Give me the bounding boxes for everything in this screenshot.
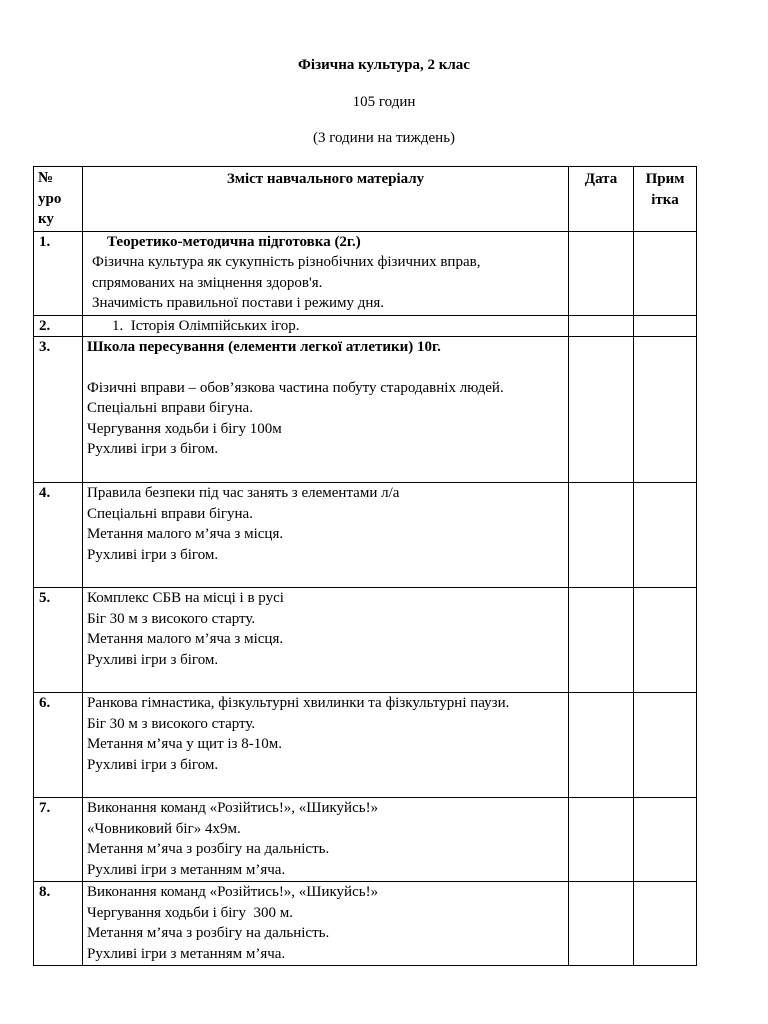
table-row xyxy=(34,337,697,483)
lesson-number: 7. xyxy=(34,798,83,882)
lesson-number: 2. xyxy=(34,315,83,337)
content-line: Рухливі ігри з метанням м’яча. xyxy=(87,861,286,878)
content-line: Чергування ходьби і бігу 100м xyxy=(87,420,282,437)
section-heading: Теоретико-методична підготовка (2г.) xyxy=(107,233,361,250)
lesson-date-cell[interactable] xyxy=(569,798,634,882)
content-line: Рухливі ігри з бігом. xyxy=(87,756,219,773)
section-heading: Школа пересування (елементи легкої атлетики) 10г. xyxy=(87,339,441,355)
lesson-content xyxy=(83,882,569,966)
table-row xyxy=(34,798,697,882)
content-line: Виконання команд «Розійтись!», «Шикуйсь!» xyxy=(87,800,379,816)
lesson-number: 4. xyxy=(34,483,83,588)
table-row xyxy=(34,588,697,693)
lesson-note-cell[interactable] xyxy=(634,693,697,798)
lesson-date-cell[interactable] xyxy=(569,588,634,693)
lesson-number: 6. xyxy=(34,693,83,798)
content-line xyxy=(87,316,564,337)
content-text: Історія Олімпійських ігор. xyxy=(130,317,300,334)
lesson-number: 3. xyxy=(34,337,83,483)
content-line: Спеціальні вправи бігуна. xyxy=(87,505,253,522)
lesson-note-cell[interactable] xyxy=(634,231,697,315)
lesson-date-cell[interactable] xyxy=(569,337,634,483)
lesson-note-cell[interactable] xyxy=(634,588,697,693)
content-line: Метання м’яча з розбігу на дальність. xyxy=(87,841,330,857)
column-header-lesson-number-line: № xyxy=(38,170,54,186)
table-row xyxy=(34,231,697,315)
column-header-lesson-number-line: уро xyxy=(38,190,62,207)
lesson-content xyxy=(83,588,569,693)
lesson-content xyxy=(83,231,569,315)
column-header-note-line: ітка xyxy=(651,191,679,208)
lesson-date-cell[interactable] xyxy=(569,231,634,315)
lesson-number: 8. xyxy=(34,882,83,966)
column-header-lesson-number xyxy=(34,167,83,232)
content-line: Виконання команд «Розійтись!», «Шикуйсь!» xyxy=(87,884,379,900)
column-header-note xyxy=(634,167,697,232)
content-line: Чергування ходьби і бігу 300 м. xyxy=(87,904,294,921)
lesson-date-cell[interactable] xyxy=(569,693,634,798)
content-line: Метання малого м’яча з місця. xyxy=(87,526,284,542)
lesson-number: 1. xyxy=(34,231,83,315)
content-line: Ранкова гімнастика, фізкультурні хвилинки та фізкультурні паузи. xyxy=(87,695,510,711)
content-line: Метання м’яча у щит із 8-10м. xyxy=(87,736,282,752)
content-line: Біг 30 м з високого старту. xyxy=(87,715,256,732)
lesson-content xyxy=(83,798,569,882)
content-line: Рухливі ігри з бігом. xyxy=(87,546,219,563)
column-header-date: Дата xyxy=(569,167,634,232)
lesson-content xyxy=(83,483,569,588)
lesson-date-cell[interactable] xyxy=(569,315,634,337)
spacer xyxy=(87,358,564,378)
lesson-date-cell[interactable] xyxy=(569,882,634,966)
table-row xyxy=(34,882,697,966)
hours-total: 105 годин xyxy=(352,94,416,110)
content-line: Метання м’яча з розбігу на дальність. xyxy=(87,925,330,941)
hours-per-week: (3 години на тиждень) xyxy=(312,130,456,146)
content-line: Рухливі ігри з метанням м’яча. xyxy=(87,945,286,962)
page-title: Фізична культура, 2 клас xyxy=(298,57,470,73)
lesson-content xyxy=(83,315,569,337)
content-line: Метання малого м’яча з місця. xyxy=(87,631,284,647)
lesson-number: 5. xyxy=(34,588,83,693)
table-row xyxy=(34,315,697,337)
content-line: Спеціальні вправи бігуна. xyxy=(87,400,253,416)
table-row xyxy=(34,693,697,798)
content-line: Правила безпеки під час занять з елементами л/а xyxy=(87,485,400,501)
content-line: Фізична культура як сукупність різнобічних фізичних вправ, спрямованих на зміцнення здоров'я. xyxy=(92,254,481,291)
content-line: Рухливі ігри з бігом. xyxy=(87,651,219,668)
content-line: Рухливі ігри з бігом. xyxy=(87,441,219,457)
content-line: Значимість правильної постави і режиму дня. xyxy=(92,295,385,311)
column-header-content: Зміст навчального матеріалу xyxy=(83,167,569,232)
lesson-note-cell[interactable] xyxy=(634,337,697,483)
lesson-date-cell[interactable] xyxy=(569,483,634,588)
content-line: Фізичні вправи – обов’язкова частина побуту стародавніх людей. xyxy=(87,379,504,396)
content-line: «Човниковий біг» 4х9м. xyxy=(87,820,241,837)
lesson-note-cell[interactable] xyxy=(634,315,697,337)
lesson-content xyxy=(83,337,569,483)
table-row xyxy=(34,483,697,588)
content-line: Біг 30 м з високого старту. xyxy=(87,610,256,627)
column-header-note-line: Прим xyxy=(645,171,685,187)
table-header-row xyxy=(34,167,697,232)
lesson-note-cell[interactable] xyxy=(634,483,697,588)
content-line: Комплекс СБВ на місці і в русі xyxy=(87,590,284,606)
lesson-note-cell[interactable] xyxy=(634,798,697,882)
lesson-content xyxy=(83,693,569,798)
lesson-note-cell[interactable] xyxy=(634,882,697,966)
list-marker: 1. xyxy=(112,317,124,334)
lesson-plan-table xyxy=(33,166,697,966)
column-header-lesson-number-line: ку xyxy=(38,211,54,227)
